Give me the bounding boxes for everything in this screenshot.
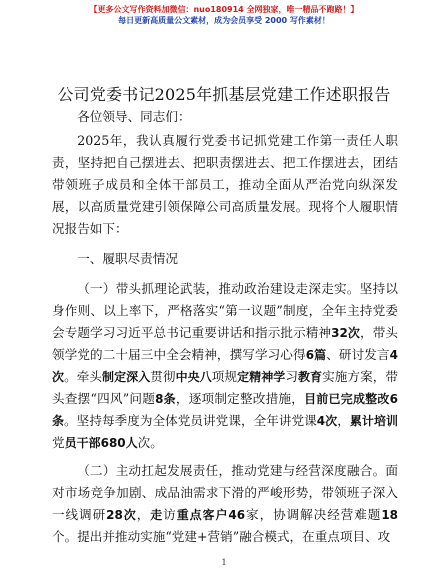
- document-title: 公司党委书记2025年抓基层党建工作述职报告: [57, 85, 391, 104]
- promo-banner: [0, 4, 448, 26]
- promo-banner-line-1: 【更多公文写作资料加微信：nuo180914 全网独家，唯一精品不跑路！】: [89, 5, 359, 14]
- paragraph-1: （一）带头抓理论武装，推动政治建设走深走实。坚持以身作则、以上率下，严格落实“第一议题”制度，全年主持党委会专题学习习近平总书记重要讲话和指示批示精神32次，带头领学党的二十届三中全会精神，撰写学习心得6篇、研讨发言4次。牵头制定深入贯彻中央八项规定精神学习教育实施方案，带头查摆“四风”问题8条，逐项制定整改措施，目前已完成整改6条。坚持每季度为全体党员讲党课，全年讲党课4次，累计培训党员干部680人次。: [52, 281, 399, 450]
- section-heading-1: 一、履职尽责情况: [77, 251, 178, 266]
- promo-banner-line-2: 每日更新高质量公文素材，成为会员享受 2000 写作素材！: [118, 16, 330, 25]
- page-number: 1: [221, 558, 227, 567]
- paragraph-2: （二）主动扛起发展责任，推动党建与经营深度融合。面对市场竞争加剧、成品油需求下滑的严峻形势，带领班子深入一线调研28次，走访重点客户46家，协调解决经营难题18个。提出并推动实施“党建+营销”融合模式，在重点项目、攻: [52, 463, 399, 544]
- greeting: 各位领导、同志们：: [77, 109, 191, 124]
- intro-paragraph: 2025年，我认真履行党委书记抓党建工作第一责任人职责，坚持把自己摆进去、把职责摆进去、把工作摆进去，团结带领班子成员和全体干部员工，推动全面从严治党向纵深发展，以高质量党建引领保障公司高质量发展。现将个人履职情况报告如下：: [52, 133, 398, 236]
- document-body: [52, 106, 398, 554]
